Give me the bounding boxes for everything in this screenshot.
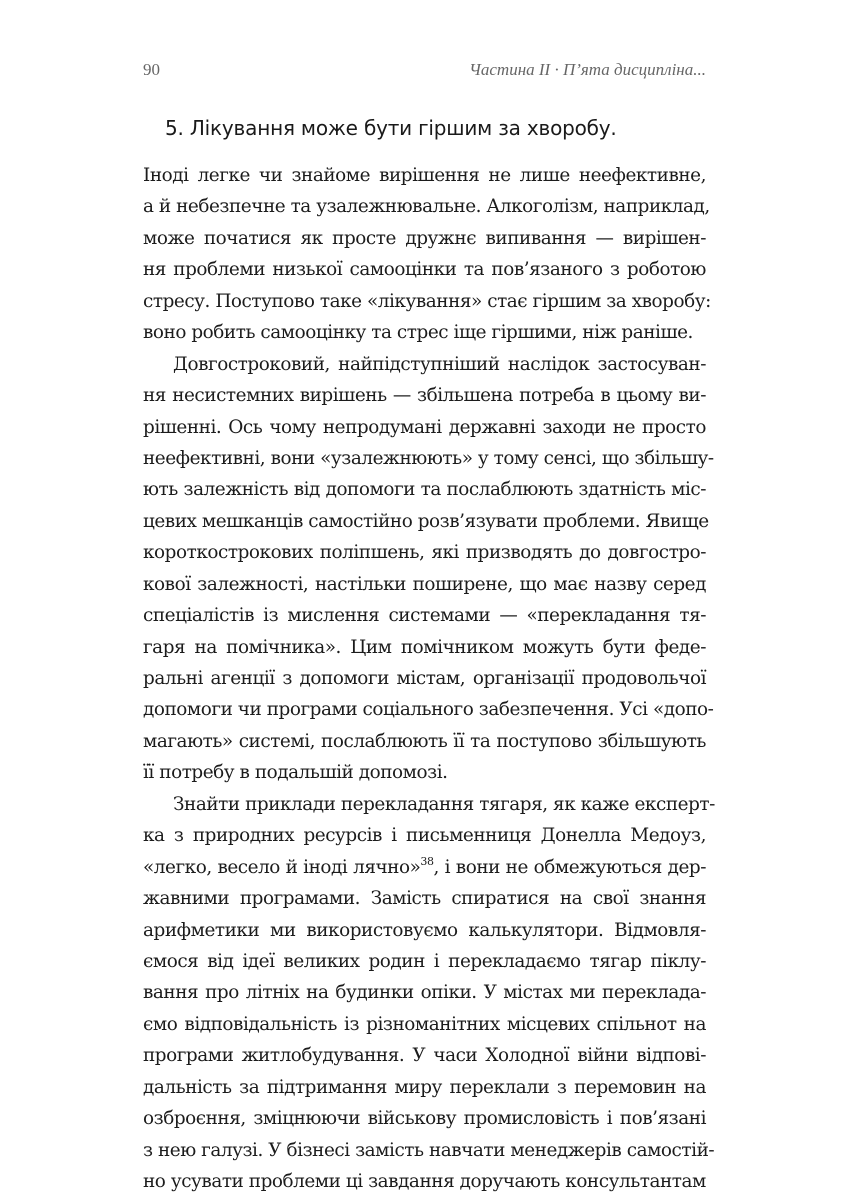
text-line: кової залежності, настільки поширене, що має назву серед (143, 573, 706, 595)
body-text (143, 160, 715, 1197)
text-line: допомоги чи програми соціального забезпечення. Усі «допо- (143, 699, 714, 721)
text-line: гаря на помічника». Цим помічником можуть бути феде- (143, 636, 706, 658)
text-line: цевих мешканців самостійно розв’язувати проблеми. Явище (143, 510, 709, 532)
text-line: програми житлобудування. У часи Холодної війни відпові- (143, 1045, 706, 1067)
text-line: стресу. Поступово таке «лікування» стає гіршим за хворобу: (143, 290, 711, 312)
footnote-reference[interactable]: 38 (420, 854, 434, 868)
text-line: вання про літніх на будинки опіки. У містах ми переклада- (143, 982, 706, 1004)
text-line: ральні агенції з допомоги містам, організації продовольчої (143, 668, 706, 689)
text-line: ка з природних ресурсів і письменниця Донелла Медоуз, (143, 825, 706, 847)
paragraph (143, 789, 715, 1198)
text-line: ємося від ідеї великих родин і перекладаємо тягар піклу- (143, 950, 706, 972)
text-line: її потребу в подальшій допомозі. (143, 762, 448, 784)
text-line: рішенні. Ось чому непродумані державні заходи не просто (143, 416, 706, 438)
text-line: короткострокових поліпшень, які призводять до довгостро- (143, 542, 706, 564)
text-line: спеціалістів із мислення системами — «перекладання тя- (143, 605, 706, 627)
text-line: може початися як просте дружнє випивання — вирішен- (143, 227, 706, 249)
paragraph (143, 349, 714, 789)
text-line: ємо відповідальність із різноманітних місцевих спільнот на (143, 1013, 706, 1035)
text-line: з нею галузі. У бізнесі замість навчати менеджерів самостій- (143, 1139, 715, 1161)
text-line: магають» системі, послаблюють її та поступово збільшують (143, 730, 706, 752)
text-line: Іноді легке чи знайоме вирішення не лише неефективне, (143, 165, 706, 186)
text-fragment: «легко, весело й іноді лячно» (143, 856, 421, 878)
paragraph (143, 160, 711, 349)
text-line: арифметики ми використовуємо калькулятори. Відмовля- (143, 919, 706, 941)
text-line: ня несистемних вирішень — збільшена потреба в цьому ви- (143, 385, 706, 407)
text-line: но усувати проблеми ці завдання доручають консультантам (143, 1171, 706, 1192)
text-line: жавними програмами. Замість спиратися на свої знання (143, 888, 706, 910)
text-line: неефективні, вони «узалежнюють» у тому сенсі, що збільшу- (143, 447, 714, 469)
section-heading: 5. Лікування може бути гіршим за хворобу. (165, 116, 617, 140)
running-title: Частина II · П’ята дисципліна... (469, 60, 706, 79)
text-line: Довгостроковий, найпідступніший наслідок застосуван- (173, 353, 706, 375)
text-fragment: , і вони не обмежуються дер- (433, 856, 706, 878)
text-line: ня проблеми низької самооцінки та пов’язаного з роботою (143, 259, 706, 281)
text-line (143, 852, 706, 883)
text-line: озброєння, зміцнюючи військову промисловість і пов’язані (143, 1108, 706, 1130)
text-line: дальність за підтримання миру переклали з перемовин на (143, 1076, 706, 1098)
page-number: 90 (143, 60, 160, 79)
text-line: ють залежність від допомоги та послаблюють здатність міс- (143, 479, 706, 501)
text-line: а й небезпечне та узалежнювальне. Алкоголізм, наприклад, (143, 196, 710, 218)
text-line: воно робить самооцінку та стрес іще гіршими, ніж раніше. (143, 322, 693, 344)
text-line: Знайти приклади перекладання тягаря, як каже експерт- (173, 793, 715, 815)
